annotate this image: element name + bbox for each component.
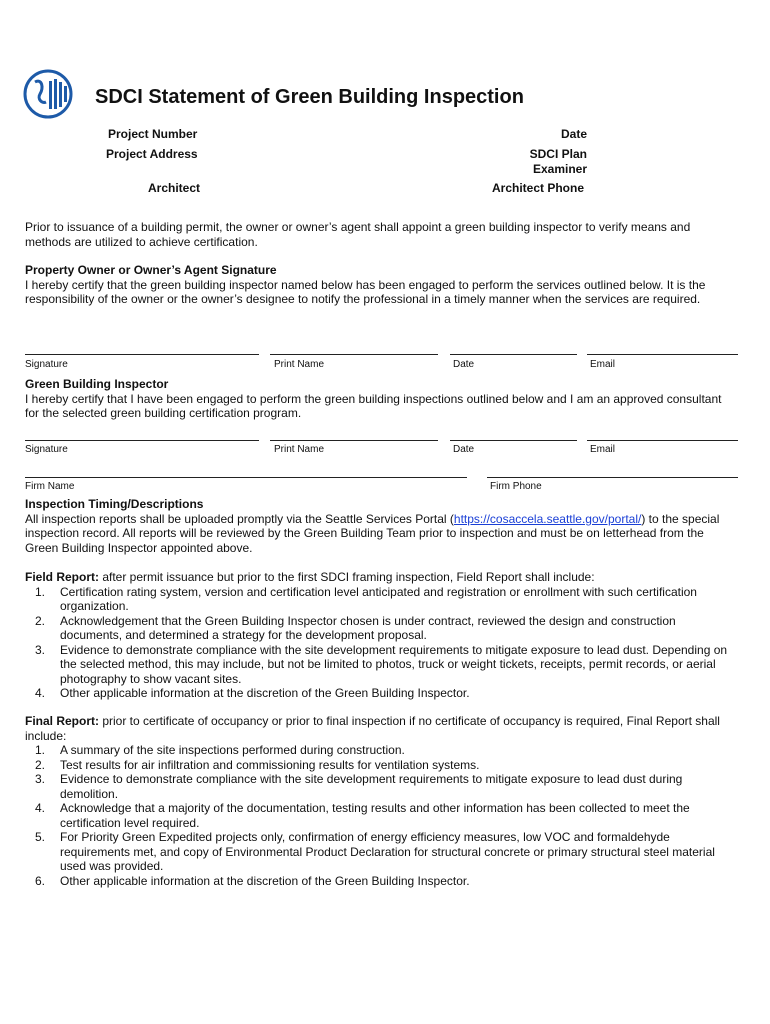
final-report-intro bbox=[25, 714, 737, 743]
list-item bbox=[25, 801, 737, 830]
list-item-text: Other applicable information at the discretion of the Green Building Inspector. bbox=[60, 873, 470, 888]
project-address-label: Project Address bbox=[106, 147, 198, 161]
list-item bbox=[25, 874, 737, 889]
owner-signature-line[interactable] bbox=[25, 354, 259, 355]
project-number-label: Project Number bbox=[108, 127, 198, 141]
list-item-text: For Priority Green Expedited projects only, confirmation of energy efficiency measures, low VOC and formaldehyde requirements met, and copy of Environmental Product Declaration for structural concrete or primary structural steel material used was provided. bbox=[60, 830, 715, 873]
list-number: 4. bbox=[35, 686, 46, 700]
seattle-logo-icon bbox=[22, 68, 74, 120]
field-report-list bbox=[25, 585, 737, 701]
timing-text bbox=[25, 512, 737, 556]
inspector-section bbox=[25, 377, 737, 421]
date-label: Date bbox=[561, 127, 588, 141]
owner-print-name-caption: Print Name bbox=[274, 359, 325, 370]
intro-paragraph: Prior to issuance of a building permit, the owner or owner’s agent shall appoint a green building inspector to verify means and methods are utilized to achieve certification. bbox=[25, 220, 691, 249]
firm-name-line[interactable] bbox=[25, 477, 467, 478]
list-item bbox=[25, 830, 737, 874]
list-item-text: Acknowledgement that the Green Building Inspector chosen is under contract, reviewed the design and construction documents, and determined a strategy for the development proposal. bbox=[60, 613, 676, 642]
final-report-list bbox=[25, 743, 737, 888]
list-item bbox=[25, 686, 737, 701]
owner-section bbox=[25, 263, 737, 307]
field-report-intro bbox=[25, 570, 737, 585]
list-number: 6. bbox=[35, 873, 46, 888]
inspector-print-name-caption: Print Name bbox=[274, 444, 325, 455]
field-report-lead: Field Report: bbox=[25, 570, 99, 584]
timing-heading: Inspection Timing/Descriptions bbox=[25, 497, 204, 511]
architect-phone-label: Architect Phone bbox=[492, 181, 585, 195]
timing-section bbox=[25, 497, 737, 555]
list-item-text: A summary of the site inspections performed during construction. bbox=[60, 743, 405, 757]
firm-phone-caption: Firm Phone bbox=[490, 481, 542, 492]
timing-text-after: ) to the special inspection record. All reports will be reviewed by the Green Building Team prior to inspection and must be on letterhead from the Green Building Inspector appointed above. bbox=[25, 511, 720, 555]
list-item-text: Evidence to demonstrate compliance with the site development requirements to mitigate exposure to lead dust. Depending on the selected method, this may include, but not be limited to photos, truck or weight tickets, receipts, permit records, or aerial photography to show vacant sites. bbox=[60, 642, 728, 686]
firm-name-caption: Firm Name bbox=[25, 481, 75, 492]
final-report-text: prior to certificate of occupancy or prior to final inspection if no certificate of occupancy is required, Final Report shall include: bbox=[25, 714, 720, 743]
list-number: 5. bbox=[35, 830, 46, 844]
list-item bbox=[25, 743, 737, 758]
plan-examiner-label: SDCI Plan Examiner bbox=[529, 147, 587, 176]
list-item-text: Test results for air infiltration and commissioning results for ventilation systems. bbox=[60, 757, 480, 772]
final-report-section bbox=[25, 714, 737, 888]
inspector-print-name-line[interactable] bbox=[270, 440, 438, 441]
list-number: 1. bbox=[35, 584, 46, 599]
inspector-email-line[interactable] bbox=[587, 440, 738, 441]
owner-section-text: I hereby certify that the green building inspector named below has been engaged to perform the services outlined below. It is the responsibility of the owner or the owner’s designee to notify the professional in a timely manner when the services are required. bbox=[25, 277, 706, 306]
inspector-signature-line[interactable] bbox=[25, 440, 259, 441]
list-item-text: Acknowledge that a majority of the documentation, testing results and other information has been collected to meet the certification level required. bbox=[60, 801, 690, 830]
owner-date-caption: Date bbox=[453, 359, 475, 370]
list-number: 3. bbox=[35, 772, 46, 786]
inspector-email-caption: Email bbox=[590, 444, 616, 455]
list-number: 2. bbox=[35, 613, 46, 628]
list-number: 4. bbox=[35, 801, 46, 815]
owner-print-name-line[interactable] bbox=[270, 354, 438, 355]
list-number: 1. bbox=[35, 743, 46, 757]
list-item-text: Other applicable information at the discretion of the Green Building Inspector. bbox=[60, 686, 470, 700]
inspector-date-line[interactable] bbox=[450, 440, 577, 441]
architect-label: Architect bbox=[148, 181, 201, 195]
list-item bbox=[25, 614, 737, 643]
owner-section-heading: Property Owner or Owner’s Agent Signature bbox=[25, 263, 277, 277]
owner-date-line[interactable] bbox=[450, 354, 577, 355]
list-number: 3. bbox=[35, 642, 46, 657]
owner-email-line[interactable] bbox=[587, 354, 738, 355]
timing-text-before: All inspection reports shall be uploaded promptly via the Seattle Services Portal ( bbox=[25, 511, 454, 526]
inspector-section-text: I hereby certify that I have been engaged to perform the green building inspections outlined below and I am an approved consultant for the selected green building certification program. bbox=[25, 391, 722, 420]
list-number: 2. bbox=[35, 757, 46, 772]
owner-signature-caption: Signature bbox=[25, 359, 68, 370]
firm-phone-line[interactable] bbox=[487, 477, 738, 478]
field-report-section bbox=[25, 570, 737, 701]
page-title: SDCI Statement of Green Building Inspection bbox=[95, 86, 524, 108]
inspector-date-caption: Date bbox=[453, 444, 475, 455]
portal-link[interactable]: https://cosaccela.seattle.gov/portal/ bbox=[453, 511, 642, 526]
list-item-text: Evidence to demonstrate compliance with the site development requirements to mitigate exposure to lead dust during demolition. bbox=[60, 772, 683, 801]
owner-email-caption: Email bbox=[590, 359, 616, 370]
final-report-lead: Final Report: bbox=[25, 714, 99, 728]
list-item-text: Certification rating system, version and certification level anticipated and registration or enrollment with such certification organization. bbox=[60, 584, 697, 613]
field-report-text: after permit issuance but prior to the first SDCI framing inspection, Field Report shall include: bbox=[99, 570, 595, 584]
list-item bbox=[25, 772, 737, 801]
list-item bbox=[25, 585, 737, 614]
inspector-signature-caption: Signature bbox=[25, 444, 68, 455]
list-item bbox=[25, 758, 737, 773]
inspector-section-heading: Green Building Inspector bbox=[25, 377, 169, 391]
list-item bbox=[25, 643, 737, 687]
